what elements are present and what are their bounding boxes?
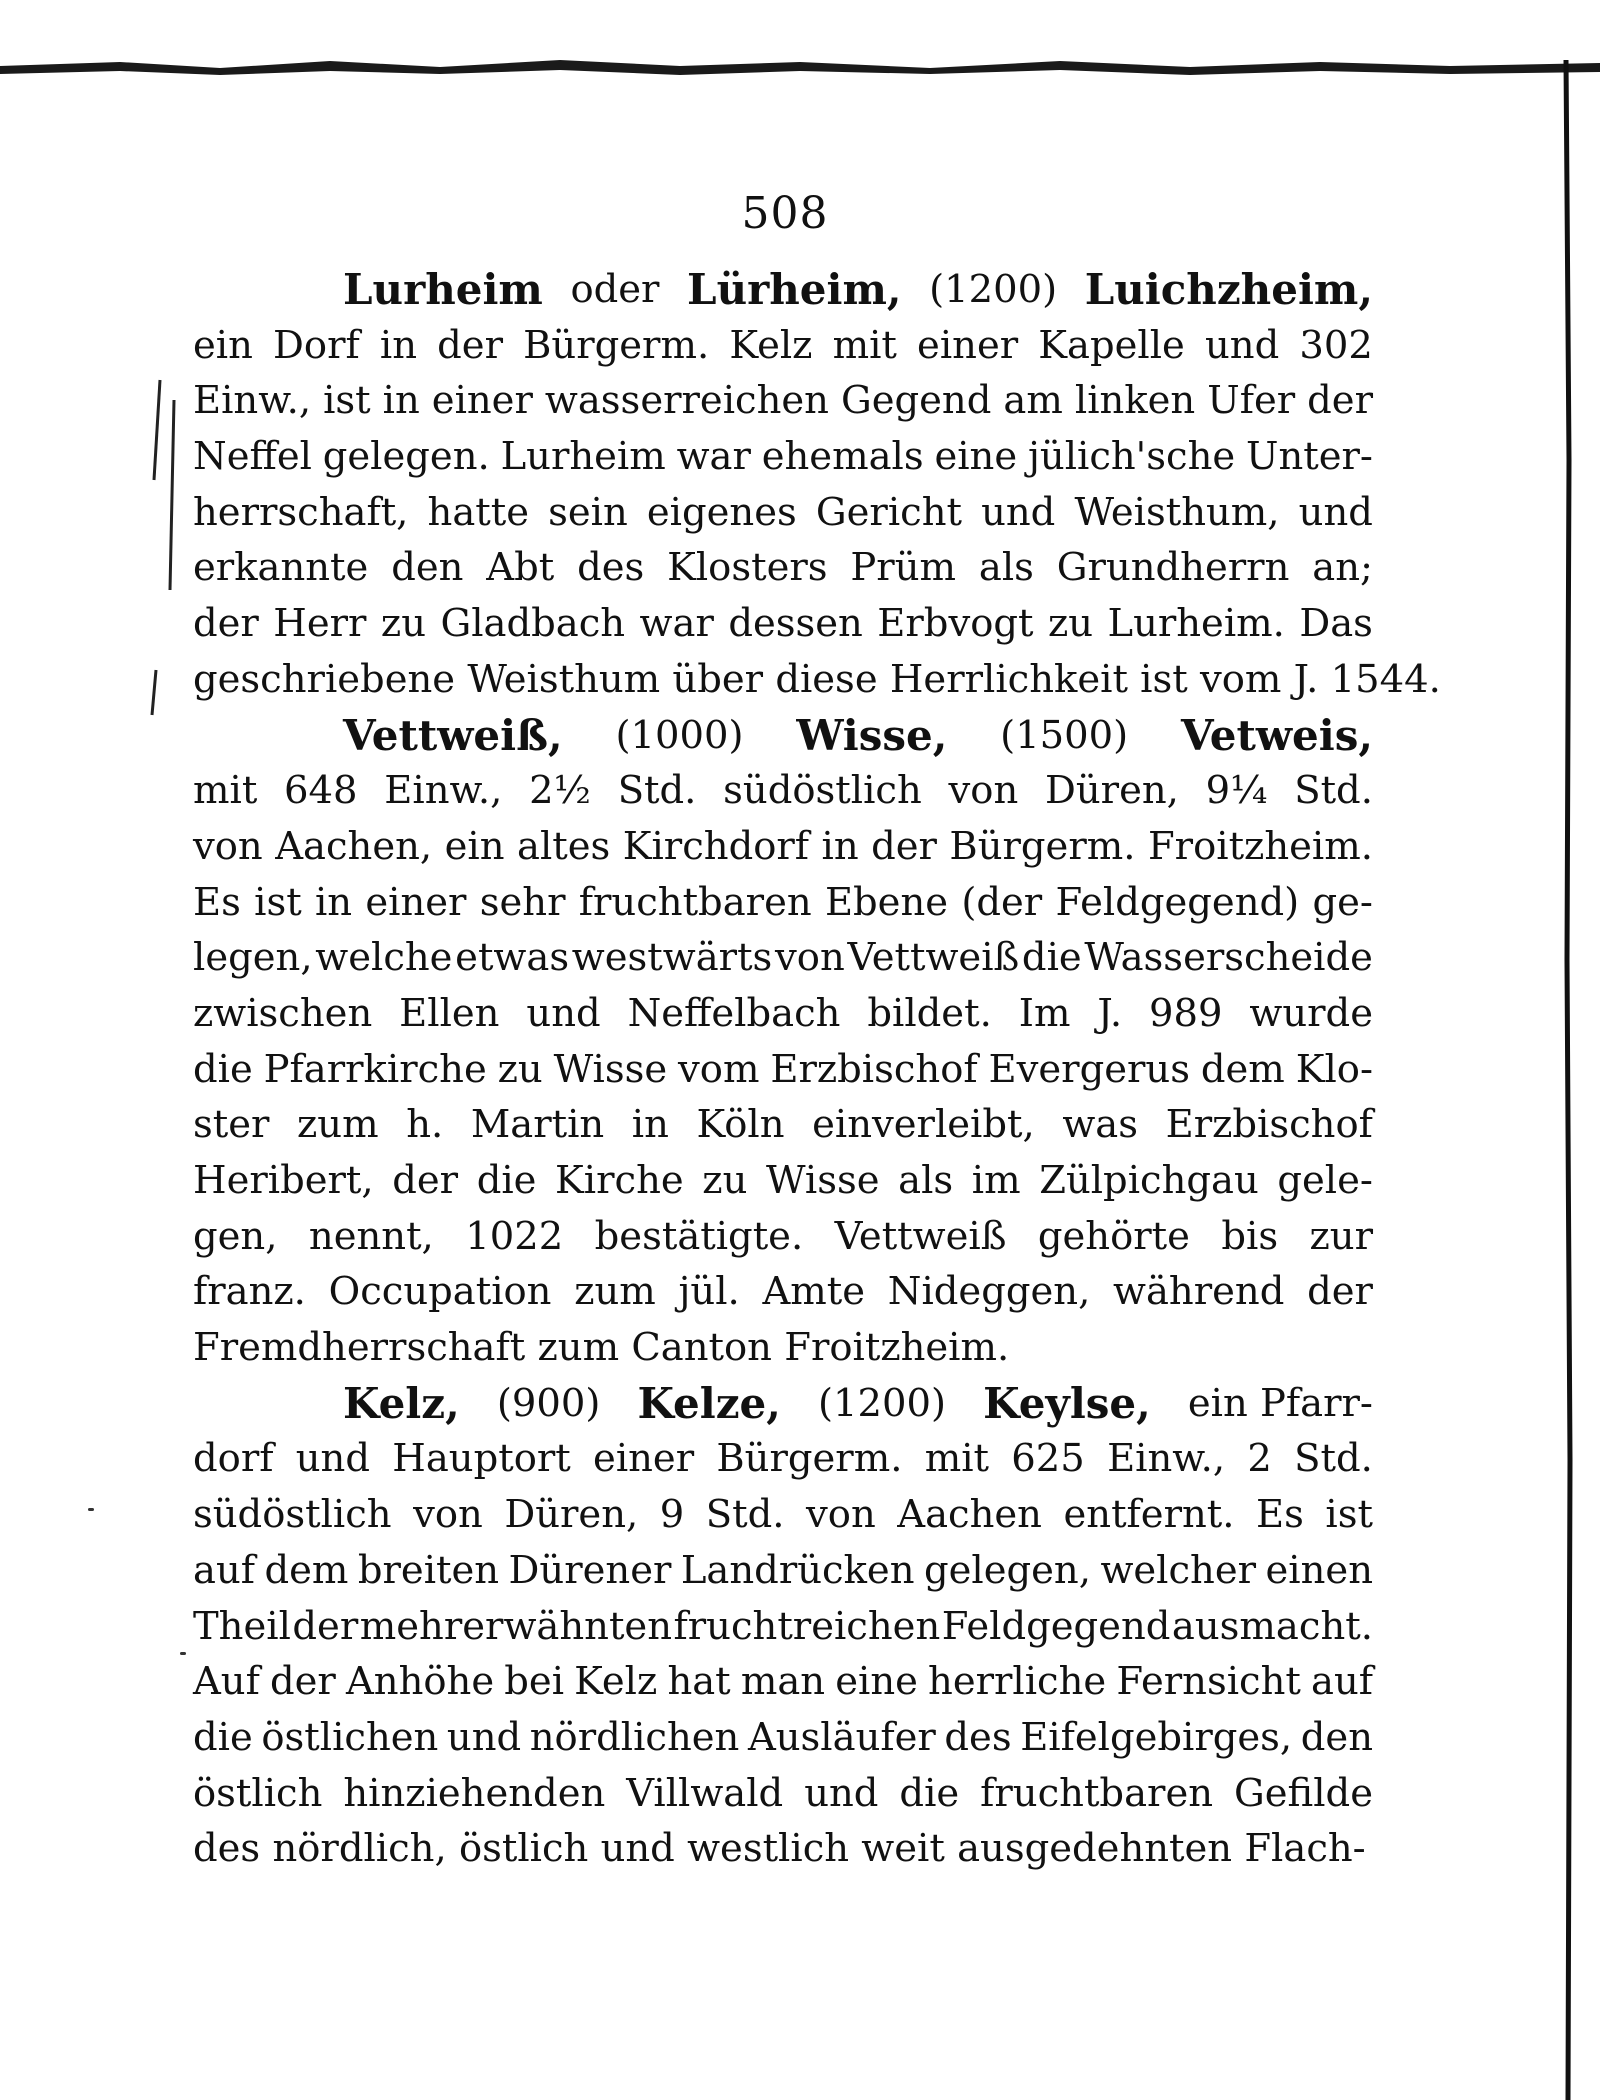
word: in: [379, 322, 417, 368]
word: in: [382, 378, 420, 424]
text-line: [193, 318, 1373, 374]
word: als: [898, 1158, 954, 1203]
word: bis: [1221, 1213, 1279, 1259]
text-line: [193, 1042, 1373, 1098]
word: Einw.,: [1107, 1436, 1226, 1482]
margin-pencil-marks: [140, 370, 180, 730]
word: im: [971, 1158, 1021, 1203]
word: Es: [1256, 1492, 1304, 1538]
word: in: [314, 879, 353, 925]
word: nennt,: [308, 1213, 434, 1259]
word: die: [899, 1770, 960, 1816]
scan-speck: [88, 1508, 94, 1511]
text-line: [193, 429, 1373, 485]
text-line: [193, 1320, 1373, 1376]
word: diese: [775, 656, 878, 702]
word: Fremdherrschaft: [193, 1325, 526, 1371]
word: mit: [924, 1436, 990, 1482]
word: der: [392, 1158, 459, 1203]
word: gen,: [193, 1213, 278, 1259]
word: zwischen: [193, 990, 373, 1036]
word: Kapelle: [1038, 322, 1185, 368]
word: Düren,: [1045, 768, 1179, 814]
headword: Wisse,: [796, 710, 948, 760]
word: Std.: [1294, 1436, 1373, 1482]
word: mit: [193, 768, 258, 814]
word: Bürgerm.: [716, 1436, 903, 1482]
word: Klosters: [667, 545, 828, 591]
word: von: [413, 1492, 483, 1538]
entry: [193, 262, 1441, 708]
word: Auf: [193, 1659, 260, 1705]
text-line: [193, 373, 1373, 429]
word: 648: [284, 768, 358, 814]
word: Vettweiß: [834, 1213, 1007, 1259]
word: Feldgegend): [1055, 879, 1300, 925]
text-line: [193, 1710, 1373, 1766]
word: 1544.: [1330, 656, 1441, 702]
word: wasserreichen: [544, 378, 829, 424]
word: Ufer: [1207, 378, 1296, 424]
text-line: [193, 1766, 1373, 1822]
text-line: [193, 1209, 1373, 1265]
word: Einw.,: [384, 768, 503, 814]
word: ausgedehnten: [957, 1826, 1233, 1872]
word: war: [676, 434, 751, 480]
word: 2: [1247, 1436, 1272, 1482]
text-line: [193, 485, 1373, 541]
word: die: [193, 1046, 253, 1092]
word: die: [1021, 935, 1082, 981]
word: Theil: [193, 1603, 291, 1649]
word: ist: [323, 378, 371, 424]
word: linken: [1074, 378, 1196, 424]
word: hat: [667, 1659, 731, 1705]
word: Es: [193, 879, 241, 925]
word: an;: [1312, 545, 1373, 591]
word: Froitzheim.: [784, 1325, 1010, 1371]
word: einen: [1265, 1547, 1373, 1593]
word: Gefilde: [1234, 1770, 1373, 1816]
word: und: [981, 489, 1056, 535]
word: J.: [1097, 990, 1123, 1036]
word: dessen: [728, 601, 863, 647]
word: breiten: [357, 1547, 500, 1593]
word: Kelz: [574, 1659, 658, 1705]
word: ist: [254, 879, 302, 925]
word: zum: [574, 1269, 656, 1315]
page-right-edge: [1560, 60, 1580, 2100]
word: einer: [365, 879, 467, 925]
word: 2½: [529, 768, 591, 814]
text-segment: oder: [570, 267, 660, 312]
word: Anhöhe: [345, 1659, 495, 1705]
word: über: [672, 656, 764, 702]
word: 9¼: [1205, 768, 1268, 814]
scan-speck: [180, 1652, 186, 1655]
word: Dorf: [273, 322, 360, 368]
word: Bürgerm.: [949, 823, 1136, 869]
word: der: [270, 1659, 336, 1705]
word: welcher: [1100, 1547, 1257, 1593]
word: franz.: [193, 1269, 306, 1315]
word: von: [775, 935, 845, 981]
word: zum: [297, 1102, 379, 1148]
torn-top-edge: [0, 52, 1600, 82]
word: nördlichen: [529, 1714, 740, 1760]
word: und: [446, 1714, 522, 1760]
word: nördlich,: [272, 1826, 447, 1872]
word: Erzbischof: [770, 1046, 978, 1092]
word: einer: [917, 322, 1019, 368]
text-line: [193, 1599, 1373, 1655]
word: westwärts: [571, 935, 773, 981]
word: Prüm: [850, 545, 957, 591]
word: der: [871, 823, 937, 869]
word: und: [295, 1436, 370, 1482]
word: gelegen.: [322, 434, 490, 480]
word: fruchtreichen: [673, 1603, 941, 1649]
word: einverleibt,: [812, 1102, 1035, 1148]
word: Kirche: [555, 1158, 684, 1203]
word: die: [193, 1714, 253, 1760]
word: Ausläufer: [747, 1714, 936, 1760]
word: mehrerwähnten: [359, 1603, 672, 1649]
word: eigenes: [646, 489, 797, 535]
text-segment: (1500): [1000, 712, 1129, 758]
text-line: [193, 1097, 1373, 1153]
text-segment: (1200): [818, 1380, 947, 1426]
word: östlichen: [261, 1714, 439, 1760]
word: Abt: [486, 545, 555, 591]
word: legen,: [193, 935, 313, 981]
word: der: [193, 601, 259, 647]
word: Neffel: [193, 434, 312, 480]
headword: Vetweis,: [1181, 710, 1373, 760]
word: den: [1300, 1714, 1373, 1760]
word: ehemals: [761, 434, 924, 480]
word: Canton: [631, 1325, 772, 1371]
word: bestätigte.: [594, 1213, 804, 1259]
word: ster: [193, 1102, 270, 1148]
word: sehr: [479, 879, 566, 925]
word: Erzbischof: [1165, 1102, 1373, 1148]
text-line: [193, 763, 1373, 819]
word: die: [476, 1158, 537, 1203]
text-line: [193, 1376, 1373, 1432]
word: südöstlich: [723, 768, 922, 814]
word: und: [1298, 489, 1373, 535]
word: bildet.: [867, 990, 992, 1036]
word: Das: [1299, 601, 1373, 647]
word: Froitzheim.: [1147, 823, 1373, 869]
headword: Lürheim,: [687, 265, 902, 314]
word: (der: [961, 879, 1043, 925]
text-line: [193, 1431, 1373, 1487]
headword: Vettweiß,: [343, 710, 563, 760]
text-line: [193, 262, 1373, 318]
word: Wisse: [765, 1158, 880, 1203]
word: und: [600, 1826, 675, 1872]
text-line: [193, 1654, 1373, 1710]
headword: Lurheim: [343, 265, 543, 314]
word: Zülpichgau: [1039, 1158, 1259, 1203]
word: ist: [1325, 1492, 1373, 1538]
text-segment: ein Pfarr-: [1187, 1380, 1373, 1426]
word: Vettweiß: [847, 935, 1020, 981]
headword: Kelze,: [637, 1378, 781, 1428]
word: Erbvogt: [877, 601, 1034, 647]
word: auf: [193, 1547, 255, 1593]
word: vom: [1199, 656, 1282, 702]
word: Hauptort: [392, 1436, 571, 1482]
word: der: [1307, 1269, 1373, 1315]
word: Villwald: [626, 1770, 784, 1816]
word: des: [577, 545, 645, 591]
word: westlich: [687, 1826, 850, 1872]
text-line: [193, 1153, 1373, 1209]
word: ge-: [1312, 879, 1373, 925]
word: östlich: [458, 1826, 589, 1872]
word: Fernsicht: [1116, 1659, 1301, 1705]
body-text: [193, 262, 1441, 1877]
word: 625: [1011, 1436, 1085, 1482]
word: 1022: [465, 1213, 564, 1259]
word: man: [740, 1659, 826, 1705]
word: in: [821, 823, 859, 869]
word: Unter-: [1246, 434, 1373, 480]
word: von: [806, 1492, 876, 1538]
word: war: [639, 601, 714, 647]
text-line: [193, 652, 1441, 708]
word: was: [1062, 1102, 1138, 1148]
text-segment: (1200): [929, 267, 1058, 312]
word: Pfarrkirche: [263, 1046, 487, 1092]
word: Einw.,: [193, 378, 312, 424]
word: zur: [1309, 1213, 1373, 1259]
word: Landrücken: [680, 1547, 915, 1593]
word: herrschaft,: [193, 489, 409, 535]
text-line: [193, 986, 1373, 1042]
word: dorf: [193, 1436, 274, 1482]
word: Kirchdorf: [622, 823, 810, 869]
word: den: [391, 545, 464, 591]
word: Ebene: [824, 879, 949, 925]
word: Amte: [762, 1269, 866, 1315]
word: ein: [193, 322, 253, 368]
word: wurde: [1249, 990, 1373, 1036]
word: von: [948, 768, 1019, 814]
text-line: [193, 596, 1373, 652]
text-line: [193, 1264, 1373, 1320]
word: Im: [1018, 990, 1071, 1036]
word: dem: [264, 1547, 349, 1593]
word: J.: [1293, 656, 1319, 702]
word: eine: [934, 434, 1018, 480]
word: gelegen,: [923, 1547, 1091, 1593]
word: des: [193, 1826, 261, 1872]
text-line: [193, 1543, 1373, 1599]
word: Weisthum: [467, 656, 661, 702]
text-line: [193, 930, 1373, 986]
word: der: [437, 322, 503, 368]
word: der: [1307, 378, 1373, 424]
word: Gladbach: [440, 601, 626, 647]
page-number: 508: [741, 188, 829, 239]
word: Flach-: [1244, 1826, 1366, 1872]
word: welche: [315, 935, 453, 981]
word: einer: [593, 1436, 695, 1482]
word: Wisse: [553, 1046, 668, 1092]
word: zu: [702, 1158, 748, 1203]
word: Dürener: [508, 1547, 672, 1593]
word: Kelz: [729, 322, 813, 368]
word: 989: [1148, 990, 1223, 1036]
word: fruchtbaren: [578, 879, 812, 925]
word: zu: [380, 601, 427, 647]
word: und: [526, 990, 601, 1036]
word: Std.: [617, 768, 697, 814]
word: und: [1204, 322, 1280, 368]
word: dem: [1200, 1046, 1285, 1092]
word: Lurheim: [500, 434, 666, 480]
word: Occupation: [328, 1269, 552, 1315]
word: Gericht: [815, 489, 962, 535]
word: gehörte: [1037, 1213, 1190, 1259]
word: jülich'sche: [1027, 434, 1236, 480]
word: Weisthum,: [1074, 489, 1280, 535]
word: gele-: [1277, 1158, 1373, 1203]
word: Bürgerm.: [523, 322, 710, 368]
word: jül.: [678, 1269, 740, 1315]
word: 302: [1299, 322, 1373, 368]
word: Herrlichkeit: [889, 656, 1128, 702]
word: h.: [406, 1102, 444, 1148]
word: sein: [548, 489, 628, 535]
word: und: [804, 1770, 879, 1816]
word: vom: [678, 1046, 760, 1092]
word: Ellen: [399, 990, 500, 1036]
headword: Luichzheim,: [1084, 265, 1373, 314]
entry: [193, 708, 1373, 1376]
word: östlich: [193, 1770, 323, 1816]
word: weit: [861, 1826, 945, 1872]
word: einer: [431, 378, 533, 424]
word: als: [978, 545, 1034, 591]
word: Neffelbach: [627, 990, 841, 1036]
word: geschriebene: [193, 656, 456, 702]
word: eine: [835, 1659, 918, 1705]
word: zu: [1047, 601, 1094, 647]
text-line: [193, 875, 1373, 931]
word: ist: [1140, 656, 1188, 702]
headword: Kelz,: [343, 1378, 460, 1428]
word: während: [1113, 1269, 1285, 1315]
word: Nideggen,: [887, 1269, 1091, 1315]
word: Klo-: [1295, 1046, 1373, 1092]
word: Grundherrn: [1056, 545, 1290, 591]
word: ausmacht.: [1171, 1603, 1373, 1649]
word: Martin: [470, 1102, 605, 1148]
word: Aachen: [897, 1492, 1042, 1538]
word: von: [193, 823, 263, 869]
text-line: [193, 819, 1373, 875]
word: Düren,: [504, 1492, 639, 1538]
text-line: [193, 708, 1373, 764]
word: Wasserscheide: [1084, 935, 1373, 981]
text-line: [193, 1487, 1373, 1543]
word: in: [631, 1102, 669, 1148]
word: ein: [444, 823, 505, 869]
word: fruchtbaren: [980, 1770, 1214, 1816]
word: Heribert,: [193, 1158, 374, 1203]
word: entfernt.: [1063, 1492, 1235, 1538]
word: der: [292, 1603, 359, 1649]
word: altes: [516, 823, 611, 869]
text-line: [193, 540, 1373, 596]
word: hatte: [427, 489, 530, 535]
word: etwas: [455, 935, 570, 981]
word: Gegend: [840, 378, 992, 424]
text-segment: (1000): [615, 712, 744, 758]
word: Std.: [705, 1492, 785, 1538]
word: mit: [832, 322, 897, 368]
word: bei: [504, 1659, 565, 1705]
word: Herr: [273, 601, 367, 647]
word: herrliche: [928, 1659, 1107, 1705]
word: Köln: [696, 1102, 785, 1148]
word: Lurheim.: [1107, 601, 1285, 647]
word: erkannte: [193, 545, 369, 591]
headword: Keylse,: [983, 1378, 1151, 1428]
text-line: [193, 1821, 1373, 1877]
word: 9: [659, 1492, 685, 1538]
entry: [193, 1376, 1373, 1877]
word: südöstlich: [193, 1492, 392, 1538]
word: Eifelgebirges,: [1020, 1714, 1293, 1760]
word: zu: [497, 1046, 543, 1092]
word: zum: [537, 1325, 620, 1371]
word: des: [944, 1714, 1012, 1760]
word: Aachen,: [275, 823, 433, 869]
word: Std.: [1294, 768, 1373, 814]
word: Evergerus: [988, 1046, 1190, 1092]
word: auf: [1311, 1659, 1373, 1705]
word: am: [1003, 378, 1063, 424]
word: hinziehenden: [343, 1770, 606, 1816]
word: Feldgegend: [941, 1603, 1171, 1649]
text-segment: (900): [496, 1380, 601, 1426]
